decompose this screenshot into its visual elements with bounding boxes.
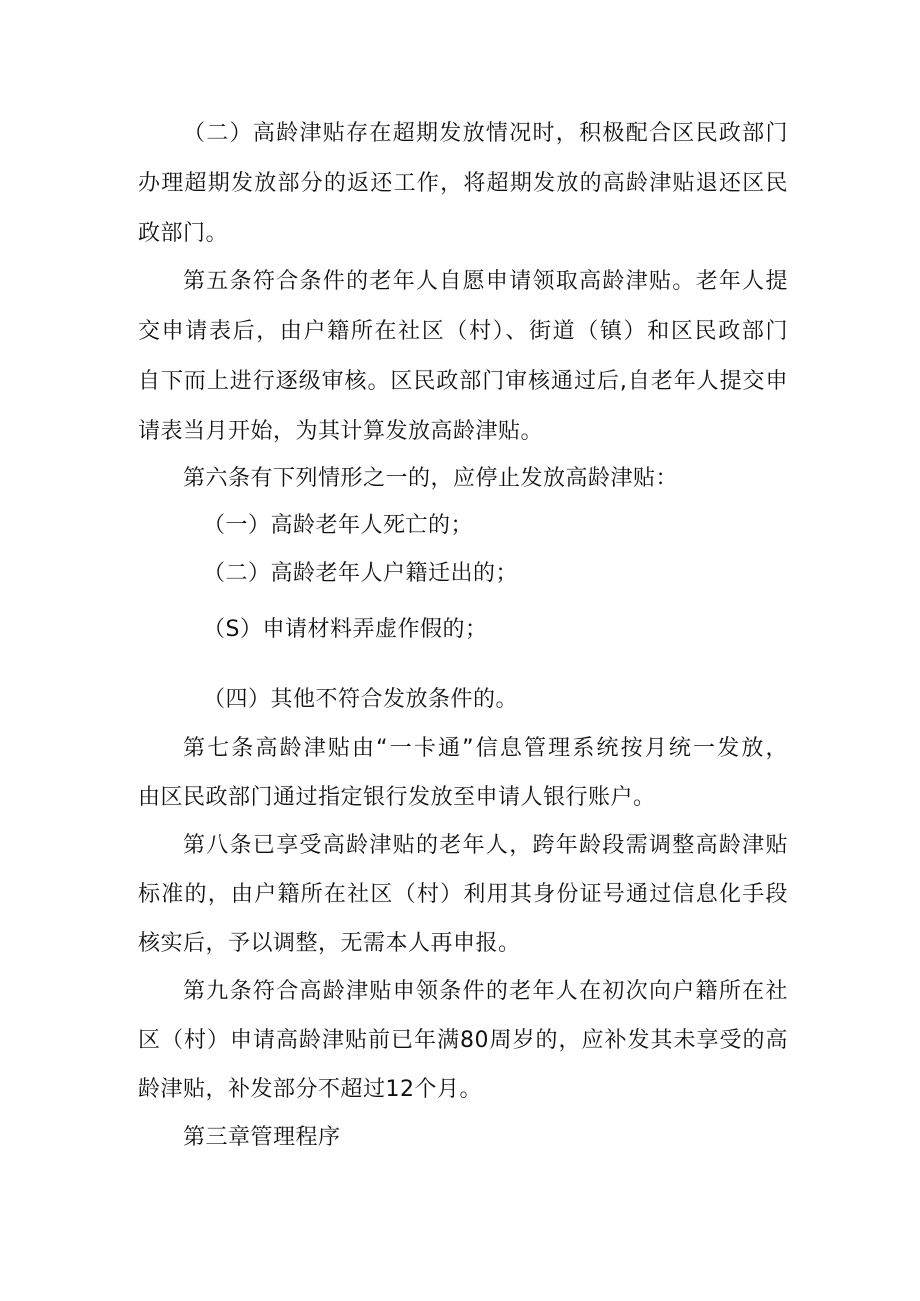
article-eight-line: 第八条已享受高龄津贴的老年人，跨年龄段需调整高龄津贴 [183, 833, 788, 858]
article-eight-line: 标准的，由户籍所在社区（村）利用其身份证号通过信息化手段 [138, 882, 788, 907]
article-six-line: 第六条有下列情形之一的，应停止发放高龄津贴： [183, 466, 679, 491]
article-nine-line: 区（村）申请高龄津贴前已年满80周岁的，应补发其未享受的高 [138, 1028, 788, 1053]
article-seven-line: 第七条高龄津贴由“一卡通”信息管理系统按月统一发放， [183, 736, 788, 761]
list-item: （S）申请材料弄虚作假的； [203, 617, 488, 642]
chapter-heading: 第三章管理程序 [183, 1125, 341, 1150]
article-five-line: 请表当月开始，为其计算发放高龄津贴。 [138, 419, 544, 444]
list-item: （四）其他不符合发放条件的。 [203, 687, 519, 712]
list-item: （一）高龄老年人死亡的； [203, 513, 474, 538]
paragraph-line: 办理超期发放部分的返还工作，将超期发放的高龄津贴退还区民 [138, 171, 788, 196]
paragraph-line: 政部门。 [138, 221, 229, 246]
article-five-line: 第五条符合条件的老年人自愿申请领取高龄津贴。老年人提 [183, 269, 788, 294]
article-nine-line: 第九条符合高龄津贴申领条件的老年人在初次向户籍所在社 [183, 979, 788, 1004]
article-five-line: 交申请表后，由户籍所在社区（村）、街道（镇）和区民政部门 [138, 319, 788, 344]
paragraph-line: （二）高龄津贴存在超期发放情况时，积极配合区民政部门 [183, 121, 788, 146]
article-seven-line: 由区民政部门通过指定银行发放至申请人银行账户。 [138, 785, 656, 810]
list-item: （二）高龄老年人户籍迁出的； [203, 561, 519, 586]
article-eight-line: 核实后，予以调整，无需本人再申报。 [138, 931, 521, 956]
article-five-line: 自下而上进行逐级审核。区民政部门审核通过后,自老年人提交申 [138, 369, 788, 394]
article-nine-line: 龄津贴，补发部分不超过12个月。 [138, 1077, 482, 1102]
